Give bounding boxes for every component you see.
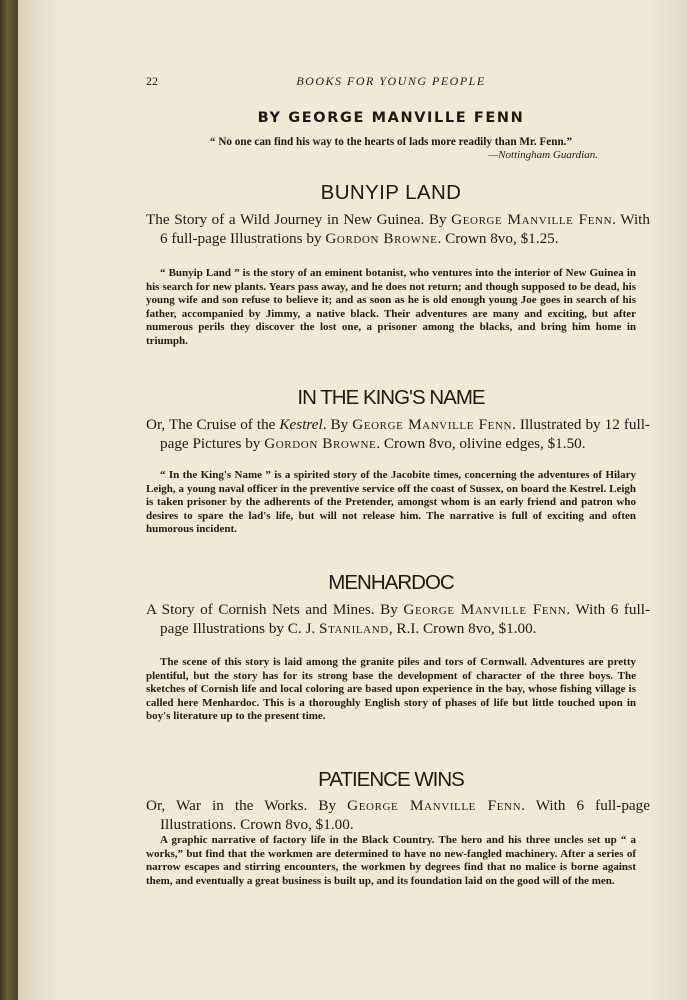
epigraph-quote: “ No one can find his way to the hearts of lads more readily than Mr. Fenn.” xyxy=(209,136,573,148)
entry-text: . With 6 full-page Illustrations. Crown 8vo, $1.00. xyxy=(160,797,650,833)
book-entry xyxy=(146,416,650,453)
page-number: 22 xyxy=(146,74,158,88)
epigraph xyxy=(146,136,636,162)
book-page xyxy=(18,0,687,1000)
author-heading: BY GEORGE MANVILLE FENN xyxy=(257,110,525,126)
book-description: “ In the King's Name ” is a spirited story of the Jacobite times, concerning the adventures of Hilary Leigh, a young naval officer in the preventive service off the coast of Sussex, on board the Kestrel. Leigh is taken prisoner by the adherents of the Pretender, amongst whom is an early friend and patron who desires to spare the lad's life, but will not release him. The narrative is full of exciting and often humorous incident. xyxy=(146,469,636,535)
book-binding xyxy=(0,0,18,1000)
book-title: PATIENCE WINS xyxy=(318,768,464,791)
book-title: BUNYIP LAND xyxy=(320,181,462,204)
entry-name: Gordon Browne xyxy=(264,434,377,452)
entry-text: , R.I. Crown 8vo, $1.00. xyxy=(388,619,537,637)
entry-text: Or, War in the Works. By xyxy=(146,797,348,814)
book-title: IN THE KING'S NAME xyxy=(297,386,485,409)
entry-italic: Kestrel xyxy=(279,416,323,433)
entry-text: . Illustrated by 12 full-page Pictures by xyxy=(160,416,650,452)
entry-text: . Crown 8vo, $1.25. xyxy=(437,229,559,247)
entry-name: George Manville Fenn xyxy=(352,416,513,433)
epigraph-source: —Nottingham Guardian. xyxy=(488,149,598,161)
running-title: BOOKS FOR YOUNG PEOPLE xyxy=(296,74,486,88)
entry-name: George Manville Fenn xyxy=(403,601,567,618)
entry-text: Or, The Cruise of the xyxy=(146,416,280,433)
book-description: “ Bunyip Land ” is the story of an eminent botanist, who ventures into the interior of New Guinea in his search for new plants. Years pass away, and he does not return; and though supposed to be dead, his young wife and son refuse to believe it; and as soon as he is old enough young Joe goes in search of his father, accompanied by Jimmy, a native black. Their adventures are many and exciting, but after numerous perils they discover the lost one, a prisoner among the blacks, and bring him home in triumph. xyxy=(146,267,636,347)
entry-text: . With 6 full-page Illustrations by xyxy=(160,211,650,247)
entry-name: Gordon Browne xyxy=(325,229,438,247)
running-head xyxy=(146,74,636,88)
entry-name: George Manville Fenn xyxy=(451,211,613,228)
entry-text: The Story of a Wild Journey in New Guinea. By xyxy=(146,211,452,228)
entry-text: A Story of Cornish Nets and Mines. By xyxy=(146,601,404,618)
entry-name: Staniland xyxy=(319,619,389,637)
entry-text: . By xyxy=(322,416,353,433)
book-title: MENHARDOC xyxy=(328,571,454,594)
book-description: The scene of this story is laid among the granite piles and tors of Cornwall. Adventures are pretty plentiful, but the story has for its strong base the development of character of the three boys. The sketches of Cornish life and local coloring are based upon experience in the bay, whose fishing village is called here Menhardoc. This is a thoroughly English story of phases of life but little touched upon in boy's literature up to the present time. xyxy=(146,656,636,722)
book-entry xyxy=(146,797,650,834)
entry-text: . Crown 8vo, olivine edges, $1.50. xyxy=(376,434,586,452)
book-entry xyxy=(146,601,650,638)
entry-name: George Manville Fenn xyxy=(347,797,522,814)
book-entry xyxy=(146,211,650,248)
book-description: A graphic narrative of factory life in the Black Country. The hero and his three uncles set up “ a works,” but find that the workmen are determined to have no new-fangled machinery. After a series of narrow escapes and stirring encounters, the workmen by degrees find that no malice is borne against them, and eventually a great business is built up, and its foundation laid on the good will of the men. xyxy=(146,834,636,887)
entry-text: . With 6 full-page Illustrations by C. J. xyxy=(160,601,650,637)
